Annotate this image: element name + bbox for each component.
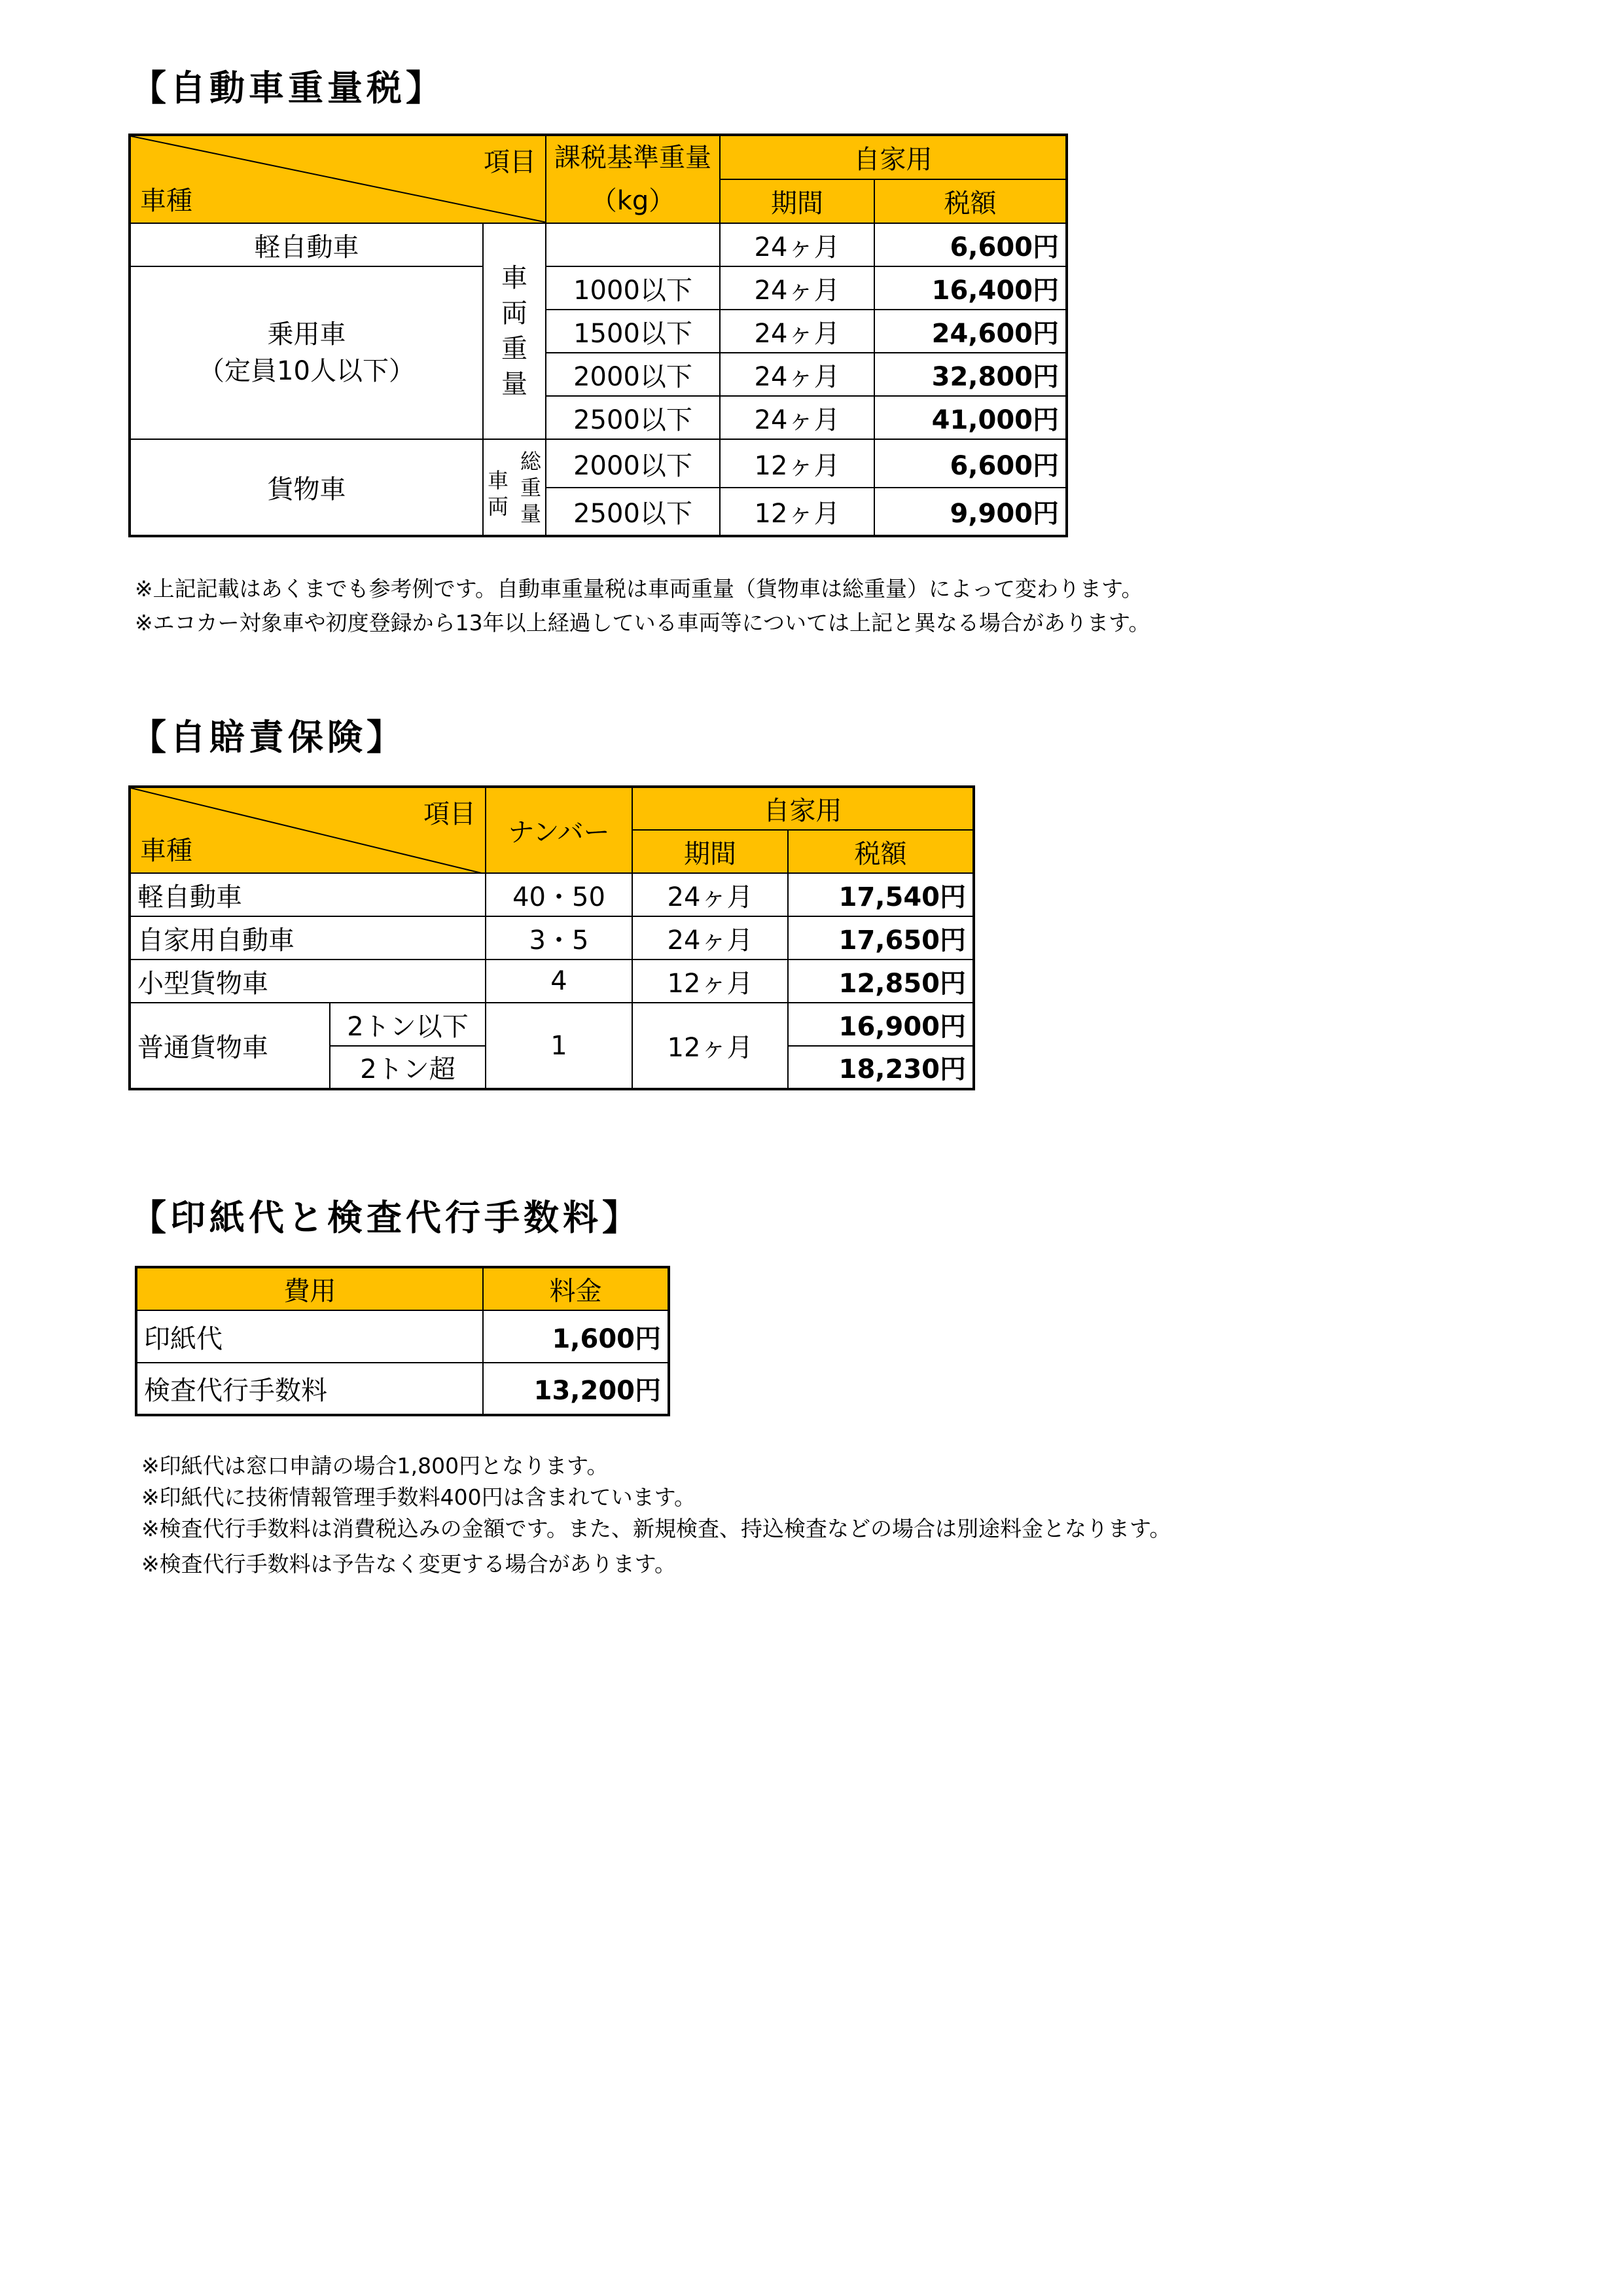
cargo-label-char: 両 [488, 493, 509, 519]
cargo-weight-label [485, 448, 544, 527]
fees-header-charge: 料金 [483, 1267, 669, 1310]
insurance-header-tax: 税額 [788, 830, 974, 873]
cargo-label-char: 量 [520, 501, 541, 526]
fees-row [136, 1363, 669, 1415]
passenger-tax: 32,800円 [874, 353, 1067, 396]
fees-header-row [136, 1267, 669, 1310]
cargo-label-left [488, 448, 508, 527]
weight-tax-note: ※上記記載はあくまでも参考例です。自動車重量税は車両重量（貨物車は総重量）によって変わります。 [135, 576, 1143, 601]
cargo-name: 貨物車 [130, 439, 483, 536]
insurance-row [130, 960, 974, 1003]
insurance-row-period: 12ヶ月 [632, 960, 788, 1003]
insurance-row-tax: 17,650円 [788, 916, 974, 960]
fees-note: ※検査代行手数料は予告なく変更する場合があります。 [141, 1551, 677, 1577]
insurance-row-tax: 12,850円 [788, 960, 974, 1003]
fees-note: ※検査代行手数料は消費税込みの金額です。また、新規検査、持込検査などの場合は別途料金となります。 [141, 1516, 1171, 1541]
header-basis-line1: 課税基準重量 [554, 143, 711, 173]
fees-header-cost: 費用 [136, 1267, 483, 1310]
cargo-tax: 6,600円 [874, 439, 1067, 488]
kei-weight [546, 223, 720, 266]
cargo-weight: 2000以下 [546, 439, 720, 488]
insurance-row [130, 916, 974, 960]
insurance-header-item-label: 項目 [423, 799, 476, 829]
passenger-period: 24ヶ月 [720, 266, 874, 310]
passenger-tax: 41,000円 [874, 396, 1067, 439]
insurance-header-period: 期間 [632, 830, 788, 873]
passenger-tax: 24,600円 [874, 310, 1067, 353]
header-basis-cell [546, 135, 720, 223]
passenger-weight: 1500以下 [546, 310, 720, 353]
vehicle-weight-label [490, 260, 539, 402]
header-basis-line2: （kg） [590, 186, 675, 216]
passenger-row [130, 266, 1067, 310]
cargo-period: 12ヶ月 [720, 488, 874, 536]
header-period: 期間 [720, 179, 874, 224]
passenger-note: （定員10人以下） [198, 356, 415, 386]
truck-sub-tax: 16,900円 [788, 1003, 974, 1046]
fees-note: ※印紙代は窓口申請の場合1,800円となります。 [141, 1453, 609, 1479]
fees-table [135, 1266, 670, 1416]
truck-sub-tax: 18,230円 [788, 1046, 974, 1089]
passenger-name: 乗用車 [267, 319, 346, 350]
insurance-header-row [130, 787, 974, 830]
insurance-row [130, 873, 974, 916]
insurance-header-vehicle-type-label: 車種 [140, 836, 192, 866]
insurance-truck-row [130, 1003, 974, 1046]
kei-row [130, 223, 1067, 266]
insurance-title: 【自賠責保険】 [131, 717, 406, 758]
fees-row [136, 1310, 669, 1363]
insurance-row-tax: 17,540円 [788, 873, 974, 916]
fees-row-charge: 13,200円 [483, 1363, 669, 1415]
cargo-row [130, 439, 1067, 488]
insurance-header-diagonal-cell [130, 787, 486, 873]
insurance-row-number: 40・50 [486, 873, 632, 916]
header-diagonal-cell [130, 135, 546, 223]
truck-sub-label: 2トン超 [330, 1046, 486, 1089]
insurance-table [128, 785, 975, 1090]
cargo-label-right [520, 448, 541, 527]
insurance-row-number: 3・5 [486, 916, 632, 960]
passenger-name-cell [130, 266, 483, 439]
truck-period: 12ヶ月 [632, 1003, 788, 1089]
vehicle-weight-char: 両 [501, 298, 527, 329]
insurance-row-period: 24ヶ月 [632, 916, 788, 960]
cargo-period: 12ヶ月 [720, 439, 874, 488]
vehicle-weight-char: 車 [501, 263, 527, 293]
vehicle-weight-char: 量 [501, 369, 527, 399]
truck-number: 1 [486, 1003, 632, 1089]
header-vehicle-type-label: 車種 [140, 186, 192, 216]
fees-title: 【印紙代と検査代行手数料】 [131, 1197, 641, 1238]
fees-row-charge: 1,600円 [483, 1310, 669, 1363]
cargo-label-char: 車 [488, 467, 509, 493]
cargo-tax: 9,900円 [874, 488, 1067, 536]
vehicle-weight-label-cell [483, 223, 546, 439]
passenger-weight: 1000以下 [546, 266, 720, 310]
cargo-weight-label-cell [483, 439, 546, 536]
weight-tax-table [128, 134, 1068, 537]
passenger-period: 24ヶ月 [720, 310, 874, 353]
fees-row-name: 検査代行手数料 [136, 1363, 483, 1415]
passenger-weight: 2500以下 [546, 396, 720, 439]
passenger-tax: 16,400円 [874, 266, 1067, 310]
insurance-header-private-use: 自家用 [632, 787, 974, 830]
cargo-weight: 2500以下 [546, 488, 720, 536]
weight-tax-note: ※エコカー対象車や初度登録から13年以上経過している車両等については上記と異なる場合があります。 [135, 610, 1150, 636]
passenger-period: 24ヶ月 [720, 353, 874, 396]
header-private-use: 自家用 [720, 135, 1067, 179]
insurance-header-number: ナンバー [486, 787, 632, 873]
kei-name: 軽自動車 [130, 223, 483, 266]
truck-name: 普通貨物車 [130, 1003, 330, 1089]
kei-tax: 6,600円 [874, 223, 1067, 266]
passenger-period: 24ヶ月 [720, 396, 874, 439]
passenger-weight: 2000以下 [546, 353, 720, 396]
fees-note: ※印紙代に技術情報管理手数料400円は含まれています。 [141, 1484, 696, 1510]
kei-period: 24ヶ月 [720, 223, 874, 266]
header-tax: 税額 [874, 179, 1067, 224]
weight-tax-title: 【自動車重量税】 [131, 67, 445, 109]
header-item-label: 項目 [484, 147, 536, 177]
cargo-label-char: 重 [520, 475, 541, 500]
truck-sub-label: 2トン以下 [330, 1003, 486, 1046]
insurance-row-period: 24ヶ月 [632, 873, 788, 916]
insurance-row-number: 4 [486, 960, 632, 1003]
weight-tax-header-row [130, 135, 1067, 179]
vehicle-weight-char: 重 [501, 334, 527, 364]
cargo-label-char: 総 [520, 448, 541, 474]
insurance-row-name: 小型貨物車 [130, 960, 486, 1003]
insurance-row-name: 軽自動車 [130, 873, 486, 916]
insurance-row-name: 自家用自動車 [130, 916, 486, 960]
fees-row-name: 印紙代 [136, 1310, 483, 1363]
